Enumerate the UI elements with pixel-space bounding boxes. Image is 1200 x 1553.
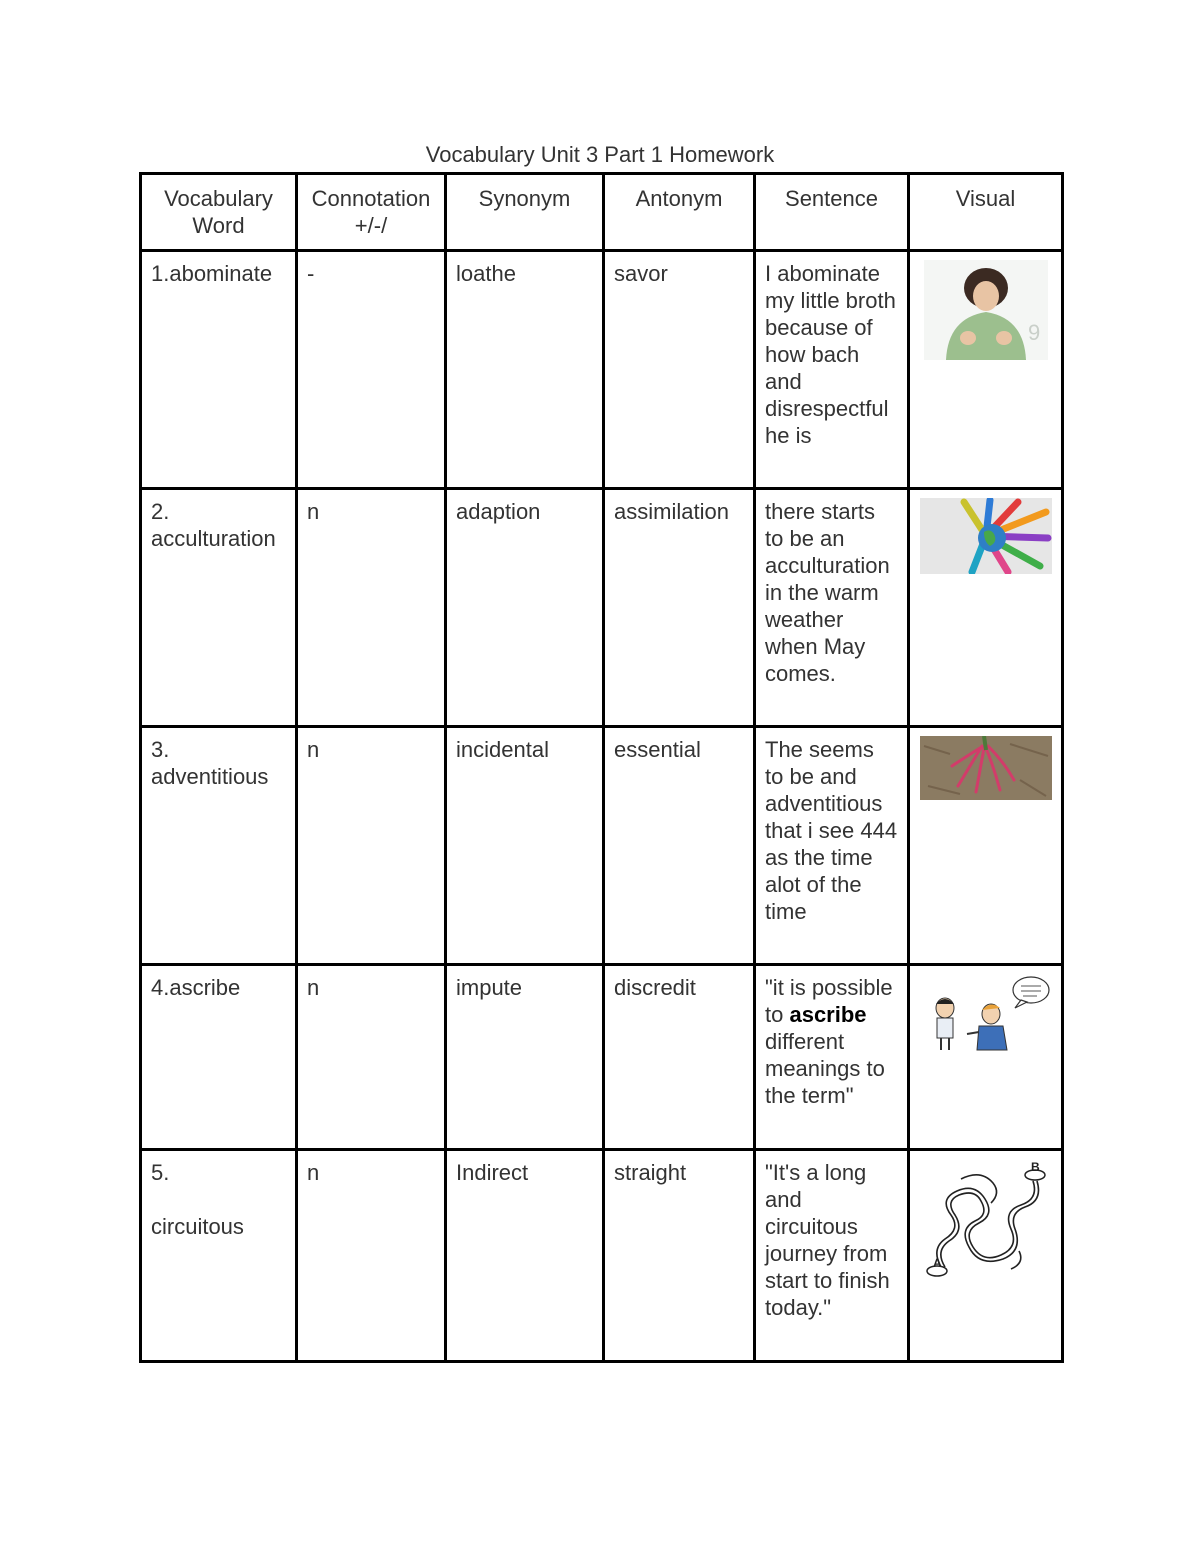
antonym-cell: essential [604, 727, 755, 965]
header-row [141, 174, 1063, 251]
sentence-cell: "It's a long and circuitous journey from start to finish today." [755, 1150, 909, 1362]
svg-text:A: A [932, 1256, 942, 1270]
sentence-cell: "it is possible to ascribe different meanings to the term" [755, 965, 909, 1150]
synonym-cell: Indirect [446, 1150, 604, 1362]
svg-text:B: B [1030, 1160, 1040, 1174]
antonym-cell: straight [604, 1150, 755, 1362]
vocabulary-table [139, 172, 1064, 1363]
word-cell: 4.ascribe [141, 965, 297, 1150]
winding-path-image [921, 1159, 1051, 1281]
connotation-cell: n [297, 727, 446, 965]
connotation-cell: - [297, 251, 446, 489]
two-people-talking-image [921, 974, 1051, 1054]
header-antonym: Antonym [604, 174, 755, 251]
page-title: Vocabulary Unit 3 Part 1 Homework [425, 142, 775, 167]
word-cell: 2. acculturation [141, 489, 297, 727]
connotation-cell: n [297, 1150, 446, 1362]
visual-cell [909, 251, 1063, 489]
table-row [141, 251, 1063, 489]
connotation-cell: n [297, 489, 446, 727]
sentence-cell: there starts to be an acculturation in the warm weather when May comes. [755, 489, 909, 727]
synonym-cell: adaption [446, 489, 604, 727]
word-cell: 3. adventitious [141, 727, 297, 965]
visual-cell [909, 489, 1063, 727]
table-row [141, 965, 1063, 1150]
svg-text:9: 9 [1027, 320, 1040, 345]
synonym-cell: incidental [446, 727, 604, 965]
connotation-cell: n [297, 965, 446, 1150]
table-row [141, 1150, 1063, 1362]
visual-cell [909, 1150, 1063, 1362]
emphasized-word: ascribe [789, 1002, 867, 1027]
globe-hands-image [920, 498, 1052, 574]
table-row [141, 489, 1063, 727]
synonym-cell: impute [446, 965, 604, 1150]
word-cell: 5. circuitous [141, 1150, 297, 1362]
antonym-cell: savor [604, 251, 755, 489]
header-synonym: Synonym [446, 174, 604, 251]
header-sentence: Sentence [755, 174, 909, 251]
antonym-cell: assimilation [604, 489, 755, 727]
sentence-cell: I abominate my little broth because of how bach and disrespectful he is [755, 251, 909, 489]
word-cell: 1.abominate [141, 251, 297, 489]
table-row [141, 727, 1063, 965]
header-vocabulary-word: Vocabulary Word [141, 174, 297, 251]
visual-cell [909, 727, 1063, 965]
header-connotation: Connotation +/-/ [297, 174, 446, 251]
synonym-cell: loathe [446, 251, 604, 489]
header-visual: Visual [909, 174, 1063, 251]
antonym-cell: discredit [604, 965, 755, 1150]
plant-roots-image [920, 736, 1052, 800]
visual-cell [909, 965, 1063, 1150]
disgusted-person-image [924, 260, 1048, 360]
sentence-cell: The seems to be and adventitious that i see 444 as the time alot of the time [755, 727, 909, 965]
